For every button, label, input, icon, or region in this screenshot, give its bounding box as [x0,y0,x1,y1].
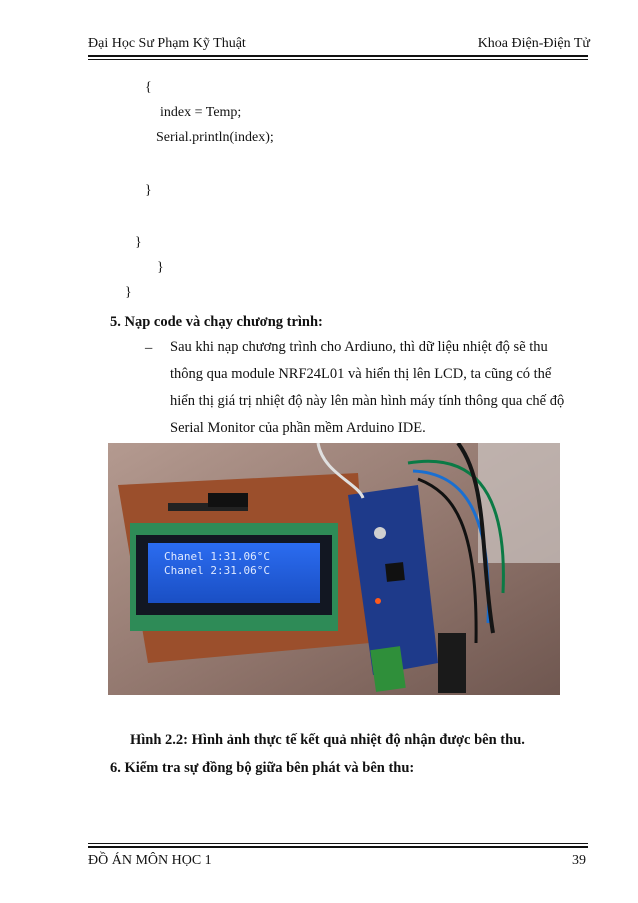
footer-rule-thin [88,843,588,844]
section-5-paragraph [170,334,586,442]
header-left-text: Đại Học Sư Phạm Kỹ Thuật [88,36,246,51]
code-line: } [157,260,164,275]
header-rule-thin [88,59,588,60]
page-number: 39 [572,853,586,868]
code-line: Serial.println(index); [156,130,274,145]
footer-rule-thick [88,846,588,848]
hardware-photo-illustration [108,443,560,695]
paragraph-line: Sau khi nạp chương trình cho Ardiuno, thì dữ liệu nhiệt độ sẽ thu [170,339,548,355]
header-right-text: Khoa Điện-Điện Tử [477,36,590,51]
bullet-dash: – [145,340,153,356]
lcd-line-2: Chanel 2:31.06°C [164,564,270,577]
paragraph-line: thông qua module NRF24L01 và hiển thị lên LCD, ta cũng có thể [170,366,552,382]
code-line: } [145,183,152,198]
paragraph-line: hiển thị giá trị nhiệt độ này lên màn hình máy tính thông qua chế độ [170,393,565,409]
code-line: { [145,80,152,95]
section-6-heading: 6. Kiểm tra sự đồng bộ giữa bên phát và bên thu: [110,760,415,776]
header-rule-thick [88,55,588,57]
lcd-line-1: Chanel 1:31.06°C [164,550,270,563]
paragraph-line: Serial Monitor của phần mềm Arduino IDE. [170,420,426,436]
figure-caption: Hình 2.2: Hình ảnh thực tế kết quả nhiệt độ nhận được bên thu. [130,732,525,748]
footer-left-text: ĐỒ ÁN MÔN HỌC 1 [88,853,212,868]
code-line: } [125,285,132,300]
code-line: } [135,235,142,250]
code-line: index = Temp; [160,105,242,120]
section-5-heading: 5. Nạp code và chạy chương trình: [110,314,323,330]
hardware-photo [108,443,560,695]
